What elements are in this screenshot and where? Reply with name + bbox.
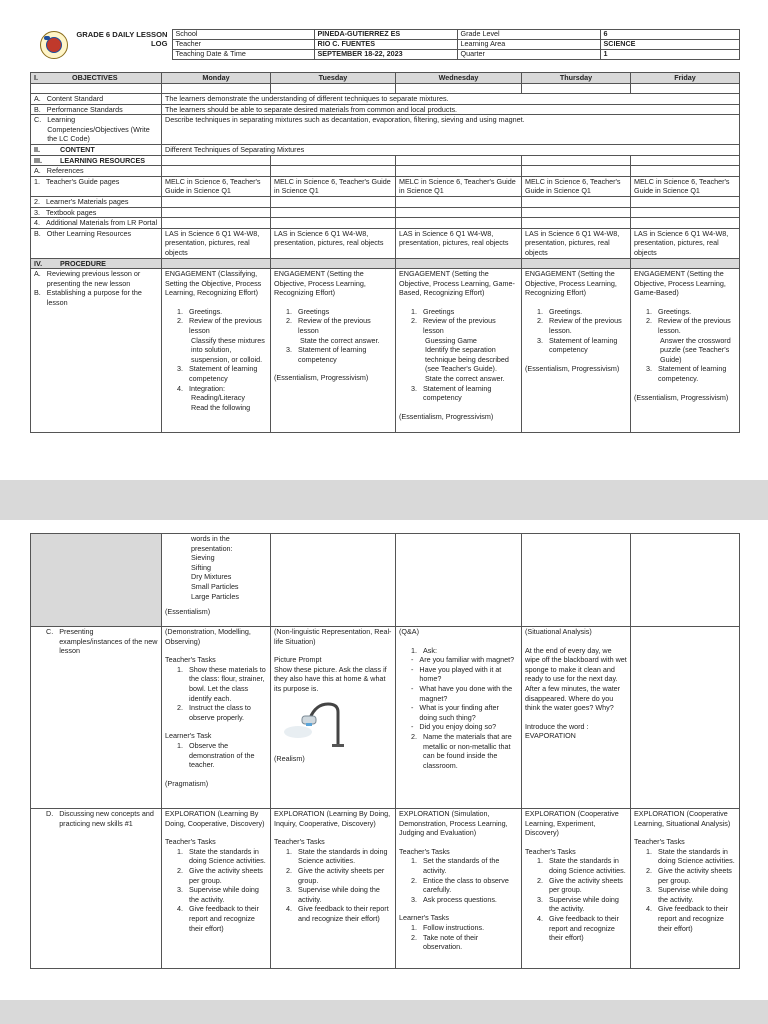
content-heading: II. CONTENT [31,144,162,155]
engagement-fri: ENGAGEMENT (Setting the Objective, Process Learning, Game-Based) 1. Greetings. 2. Review of the previous lesson. Answer the crossword puzzle (see Teacher's Guide) 3. Statement of learning competency. (Essentialism, Progressivism) [631,269,740,433]
teacher-label: Teacher [172,40,314,50]
other-resources-label: B. Other Learning Resources [31,228,162,258]
lesson-table-page1 [30,72,740,433]
teachers-guide-fri: MELC in Science 6, Teacher's Guide in Science Q1 [631,176,740,196]
exploration-mon: EXPLORATION (Learning By Doing, Cooperative, Discovery) Teacher's Tasks 1. State the standards in doing Science activities. 2. Give the activity sheets per group. 3. Supervise while doing the activity. 4. Give feedback to their report and recognize their effort) [162,809,271,969]
day-wednesday: Wednesday [396,73,522,84]
deped-seal-icon [40,31,68,59]
day-friday: Friday [631,73,740,84]
learning-resources-heading: III. LEARNING RESOURCES [31,155,162,166]
desk-lamp-picture [280,698,344,748]
teachers-guide-label: 1. Teacher's Guide pages [31,176,162,196]
presenting-thu: (Situational Analysis) At the end of every day, we wipe off the blackboard with wet sponge to make it clean and ready to use for the next day. After a few minutes, the water disappeared. Where do you think the water goes? Why? Introduce the word : EVAPORATION [522,627,631,809]
learning-area-value: SCIENCE [600,40,739,50]
content-standard-text: The learners demonstrate the understanding of different techniques to separate mixtures. [162,94,740,105]
teacher-value: RIO C. FUENTES [314,40,457,50]
school-value: PINEDA-GUTIERREZ ES [314,30,457,40]
learning-competencies-label: C. Learning Competencies/Objectives (Write the LC Code) [31,115,162,145]
content-standard-label: A. Content Standard [31,94,162,105]
header-table [30,29,740,60]
exploration-wed: EXPLORATION (Simulation, Demonstration, Process Learning, Judging and Evaluation) Teacher's Tasks 1. Set the standards of the activity. 2. Entice the class to observe carefully. 3. Ask process questions. Learner's Tasks 1. Follow instructions. 2. Take note of their observation. [396,809,522,969]
engagement-wed: ENGAGEMENT (Setting the Objective, Process Learning, Game-Based, Recognizing Effort) 1. Greetings 2. Review of the previous lesson Guessing Game Identify the separation technique being described (see Teacher's Guide). State the correct answer. 3. Statement of learning competency (Essentialism, Progressivism) [396,269,522,433]
learning-area-label: Learning Area [457,40,600,50]
teachers-guide-mon: MELC in Science 6, Teacher's Guide in Science Q1 [162,176,271,196]
other-resources-wed: LAS in Science 6 Q1 W4-W8, presentation, pictures, real objects [396,228,522,258]
engagement-mon: ENGAGEMENT (Classifying, Setting the Objective, Process Learning, Recognizing Effort) 1. Greetings. 2. Review of the previous lesson Classify these mixtures into solution, suspension, or colloid. 3. Statement of learning competency 4. Integration: Reading/Literacy Read the following [162,269,271,433]
other-resources-mon: LAS in Science 6 Q1 W4-W8, presentation, pictures, real objects [162,228,271,258]
grade-level-value: 6 [600,30,739,40]
engagement-thu: ENGAGEMENT (Setting the Objective, Process Learning, Recognizing Effort) 1. Greetings. 2. Review of the previous lesson. 3. Statement of learning competency (Essentialism, Progressivism) [522,269,631,433]
teachers-guide-wed: MELC in Science 6, Teacher's Guide in Science Q1 [396,176,522,196]
textbook-pages-label: 3. Textbook pages [31,207,162,218]
engagement-tue: ENGAGEMENT (Setting the Objective, Process Learning, Recognizing Effort) 1. Greetings 2. Review of the previous lesson State the correct answer. 3. Statement of learning competency (Essentialism, Progressivism) [271,269,396,433]
teachers-guide-thu: MELC in Science 6, Teacher's Guide in Science Q1 [522,176,631,196]
learning-competencies-text: Describe techniques in separating mixtures such as decantation, evaporation, filtering, sieving and using magnet. [162,115,740,145]
school-label: School [172,30,314,40]
quarter-value: 1 [600,50,739,60]
presenting-tue: (Non-linguistic Representation, Real-life Situation) Picture Prompt Show these picture. Ask the class if they also have this at home & what its purpose is. (Realism) [271,627,396,809]
references-label: A. References [31,166,162,177]
presenting-mon: (Demonstration, Modelling, Observing) Teacher's Tasks 1. Show these materials to the class: flour, strainer, bowl. Let the class identify each. 2. Instruct the class to observe properly. Learner's Task 1. Observe the demonstration of the teacher. (Pragmatism) [162,627,271,809]
day-tuesday: Tuesday [271,73,396,84]
grade-level-label: Grade Level [457,30,600,40]
exploration-thu: EXPLORATION (Cooperative Learning, Experiment, Discovery) Teacher's Tasks 1. State the standards in doing Science activities. 2. Give the activity sheets per group. 3. Supervise while doing the activity. 4. Give feedback to their report and recognize their effort) [522,809,631,969]
performance-standard-text: The learners should be able to separate desired materials from common and local products. [162,104,740,115]
datetime-value: SEPTEMBER 18-22, 2023 [314,50,457,60]
day-monday: Monday [162,73,271,84]
exploration-tue: EXPLORATION (Learning By Doing, Inquiry, Cooperative, Discovery) Teacher's Tasks 1. State the standards in doing Science activities. 2. Give the activity sheets per group. 3. Supervise while doing the activity. 4. Give feedback to their report and recognize their effort) [271,809,396,969]
header-title-line1: GRADE 6 DAILY LESSON [76,29,168,39]
day-thursday: Thursday [522,73,631,84]
procedure-heading: IV. PROCEDURE [31,258,162,269]
review-purpose-label: A. Reviewing previous lesson or presenting the new lesson B. Establishing a purpose for the lesson [31,269,162,433]
other-resources-tue: LAS in Science 6 Q1 W4-W8, presentation, pictures, real objects [271,228,396,258]
teachers-guide-tue: MELC in Science 6, Teacher's Guide in Science Q1 [271,176,396,196]
performance-standard-label: B. Performance Standards [31,104,162,115]
presenting-examples-label: C. Presenting examples/instances of the new lesson [31,627,162,809]
other-resources-fri: LAS in Science 6 Q1 W4-W8, presentation, pictures, real objects [631,228,740,258]
presenting-wed: (Q&A) 1. Ask: - Are you familiar with magnet? - Have you played with it at home? - What have you done with the magnet? - What is your finding after doing such thing? - Did you enjoy doing so? 2. Name the materials that are metallic or non-metallic that can be found inside the classroom. [396,627,522,809]
lesson-table-page2 [30,533,740,969]
header-title-line2: LOG [151,38,168,48]
exploration-fri: EXPLORATION (Cooperative Learning, Situational Analysis) Teacher's Tasks 1. State the standards in doing Science activities. 2. Give the activity sheets per group. 3. Supervise while doing the activity. 4. Give feedback to their report and recognize their effort) [631,809,740,969]
content-text: Different Techniques of Separating Mixtures [162,144,740,155]
engagement-mon-continued: words in the presentation: Sieving Sifting Dry Mixtures Small Particles Large Particles (Essentialism) [162,534,271,627]
header-title-cell [30,30,172,60]
page-1 [0,0,768,480]
other-resources-thu: LAS in Science 6 Q1 W4-W8, presentation, pictures, real objects [522,228,631,258]
discussing-concepts-label: D. Discussing new concepts and practicing new skills #1 [31,809,162,969]
learners-materials-label: 2. Learner's Materials pages [31,196,162,207]
quarter-label: Quarter [457,50,600,60]
datetime-label: Teaching Date & Time [172,50,314,60]
objectives-heading: I. OBJECTIVES [31,73,162,84]
page-2 [0,520,768,1000]
additional-materials-label: 4. Additional Materials from LR Portal [31,218,162,229]
